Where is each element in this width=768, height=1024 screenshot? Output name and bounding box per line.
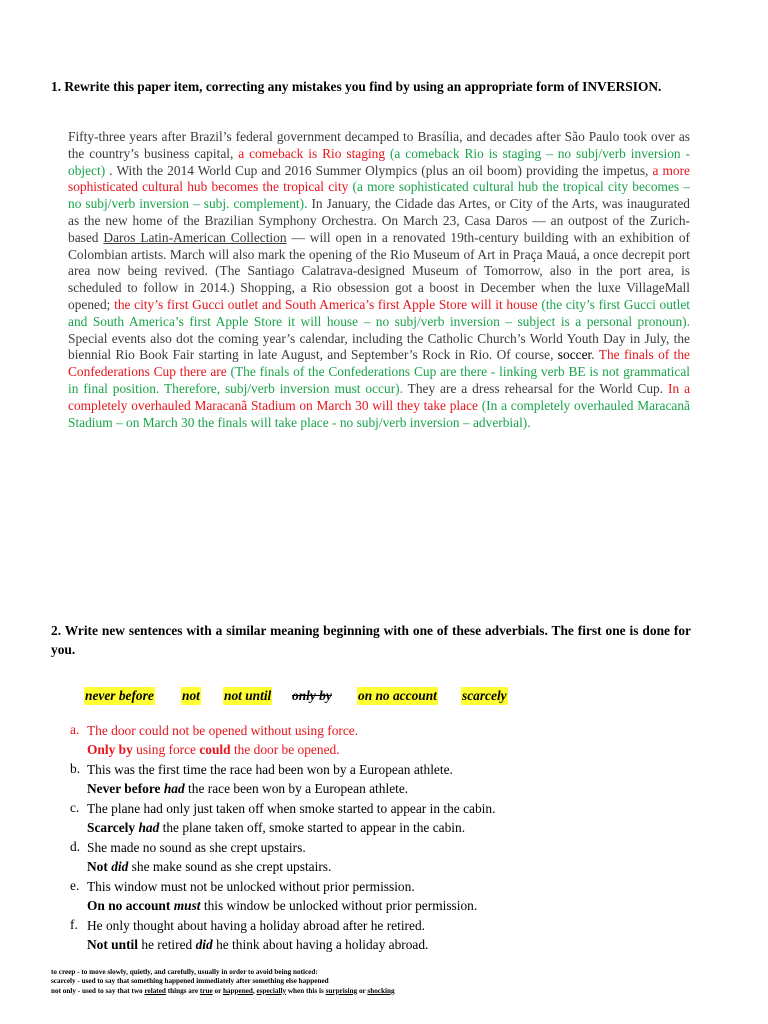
exercise-list [70, 722, 690, 956]
answer-part: must [173, 897, 201, 913]
adverbial-chip: scarcely [462, 688, 507, 703]
glossary-line [51, 977, 711, 986]
paragraph-segment: (the city’s first Gucci outlet and South America’s first Apple Store it will house – no subj/verb inversion – subject is a personal pronoun). [68, 296, 691, 329]
exercise-item [70, 800, 690, 837]
section2-heading: 2. Write new sentences with a similar meaning beginning with one of these adverbials. The first one is done for you. [51, 623, 691, 657]
answer-part: this window be unlocked without prior permission. [200, 897, 478, 913]
exercise-answer [70, 780, 690, 799]
exercise-item [70, 722, 690, 759]
glossary [51, 968, 711, 996]
paragraph-segment: — will open in a renovated 19th-century building with an exhibition of Colombian artists. March will also mark the opening of the Rio Museum of Art in Praça Mauá, a once decrepit port area now being revived. (The Santiago Calatrava-designed Museum of Tomorrow, also in the port area, is scheduled to follow in 2014.) Shopping, a Rio obsession got a boost in December when the luxe VillageMall opened; [68, 229, 690, 312]
glossary-link[interactable]: shocking [367, 986, 395, 995]
paragraph-segment: (In a completely overhauled Maracanã Stadium – on March 30 the finals will take place - no subj/verb inversion – adverbial). [68, 397, 690, 430]
answer-part: he retired [137, 936, 196, 952]
exercise-letter: f. [70, 917, 78, 932]
glossary-text: scarcely - used to say that something happened immediately after something else happened [51, 977, 329, 986]
answer-part: using force [132, 741, 200, 757]
answer-part: the race been won by a European athlete. [184, 780, 409, 796]
paragraph-segment: In a completely overhauled Maracanã Stadium on March 30 will they take place [68, 380, 691, 413]
answer-part: had [163, 780, 185, 796]
paragraph-segment: a comeback is Rio staging [238, 145, 386, 161]
paragraph-segment: . [591, 347, 599, 363]
adverbial-chip: only by [292, 688, 332, 703]
exercise-answer [70, 819, 690, 838]
exercise-letter: a. [70, 722, 80, 737]
section1-heading: 1. Rewrite this paper item, correcting any mistakes you find by using an appropriate form of INVERSION. [51, 79, 662, 94]
answer-part: she make sound as she crept upstairs. [128, 858, 332, 874]
glossary-text: not only - used to say that two [51, 986, 145, 995]
exercise-letter: e. [70, 878, 80, 893]
answer-part: did [111, 858, 129, 874]
exercise-answer [70, 936, 690, 955]
article-paragraph [68, 129, 690, 431]
answer-part: Scarcely [87, 819, 136, 835]
glossary-link[interactable]: related [144, 986, 166, 995]
exercise-item [70, 761, 690, 798]
exercise-item [70, 839, 690, 876]
answer-part: the door be opened. [230, 741, 340, 757]
glossary-line [51, 987, 711, 996]
paragraph-segment: Fifty-three years after Brazil’s federal government decamped to Brasília, and decades after São Paulo took over as the country’s business capital, [68, 129, 690, 161]
exercise-sentence: The plane had only just taken off when smoke started to appear in the cabin. [87, 801, 496, 816]
paragraph-segment: (a more sophisticated cultural hub the tropical city becomes – no subj/verb inversion – subj. complement). [68, 179, 691, 212]
answer-part: On no account [87, 897, 171, 913]
exercise-answer [70, 897, 690, 916]
adverbial-chip: not until [224, 688, 272, 703]
paragraph-segment: They are a dress rehearsal for the World Cup. [402, 380, 668, 396]
paragraph-segment: the city’s first Gucci outlet and South America’s first Apple Store will it house [114, 296, 538, 312]
glossary-line [51, 968, 711, 977]
glossary-link[interactable]: happened [222, 986, 253, 995]
paragraph-segment: (a comeback Rio is staging – no subj/verb inversion - object) [68, 145, 690, 178]
answer-part: could [199, 741, 231, 757]
glossary-text: things are [165, 986, 200, 995]
adverbial-chip: never before [85, 688, 154, 703]
answer-part: had [138, 819, 160, 835]
answer-part: Only by [87, 741, 133, 757]
glossary-link[interactable]: surprising [325, 986, 358, 995]
paragraph-segment: soccer [557, 347, 592, 363]
answer-part: Never before [87, 780, 161, 796]
adverbial-chip: not [182, 688, 200, 703]
glossary-text: or [357, 986, 368, 995]
answer-part: did [195, 936, 213, 952]
paragraph-segment: (The finals of the Confederations Cup are there - linking verb BE is not grammatical in final position. Therefore, subj/verb inversion must occur). [68, 364, 691, 396]
paragraph-segment: a more sophisticated cultural hub becomes the tropical city [68, 162, 690, 195]
collection-link[interactable]: Daros Latin-American Collection [103, 229, 287, 245]
exercise-item [70, 878, 690, 915]
glossary-text: to creep - to move slowly, quietly, and carefully, usually in order to avoid being noticed: [51, 968, 318, 976]
answer-part: Not until [87, 936, 138, 952]
exercise-letter: c. [70, 800, 80, 815]
answer-part: Not [87, 858, 108, 874]
exercise-item [70, 917, 690, 954]
exercise-answer [70, 741, 690, 760]
exercise-sentence: She made no sound as she crept upstairs. [87, 840, 306, 855]
adverbial-chip: on no account [358, 688, 437, 703]
paragraph-segment: The finals of the Confederations Cup there are [68, 347, 690, 380]
answer-part: the plane taken off, smoke started to appear in the cabin. [159, 819, 466, 835]
glossary-text: or [212, 986, 223, 995]
answer-part: he think about having a holiday abroad. [212, 936, 429, 952]
exercise-sentence: This window must not be unlocked without prior permission. [87, 879, 415, 894]
paragraph-segment: . With the 2014 World Cup and 2016 Summer Olympics (plus an oil boom) providing the impetus, [109, 162, 653, 178]
glossary-link[interactable]: true [199, 986, 213, 995]
glossary-text: when this is [286, 986, 326, 995]
paragraph-segment: In January, the Cidade das Artes, or City of the Arts, was inaugurated as the new home of the Brazilian Symphony Orchestra. On March 23, Casa Daros — an outpost of the Zurich-based [68, 196, 690, 245]
exercise-sentence: This was the first time the race had been won by a European athlete. [87, 762, 453, 777]
exercise-sentence: He only thought about having a holiday abroad after he retired. [87, 918, 426, 933]
paragraph-segment: Special events also dot the coming year’s calendar, including the Catholic Church’s World Youth Day in July, the biennial Rio Book Fair starting in late August, and September’s Rock in Rio. Of course, [68, 330, 690, 363]
exercise-sentence: The door could not be opened without using force. [87, 723, 359, 738]
glossary-link[interactable]: especially [256, 986, 287, 995]
exercise-letter: b. [70, 761, 81, 776]
exercise-letter: d. [70, 839, 81, 854]
exercise-answer [70, 858, 690, 877]
glossary-text: , [252, 986, 257, 995]
